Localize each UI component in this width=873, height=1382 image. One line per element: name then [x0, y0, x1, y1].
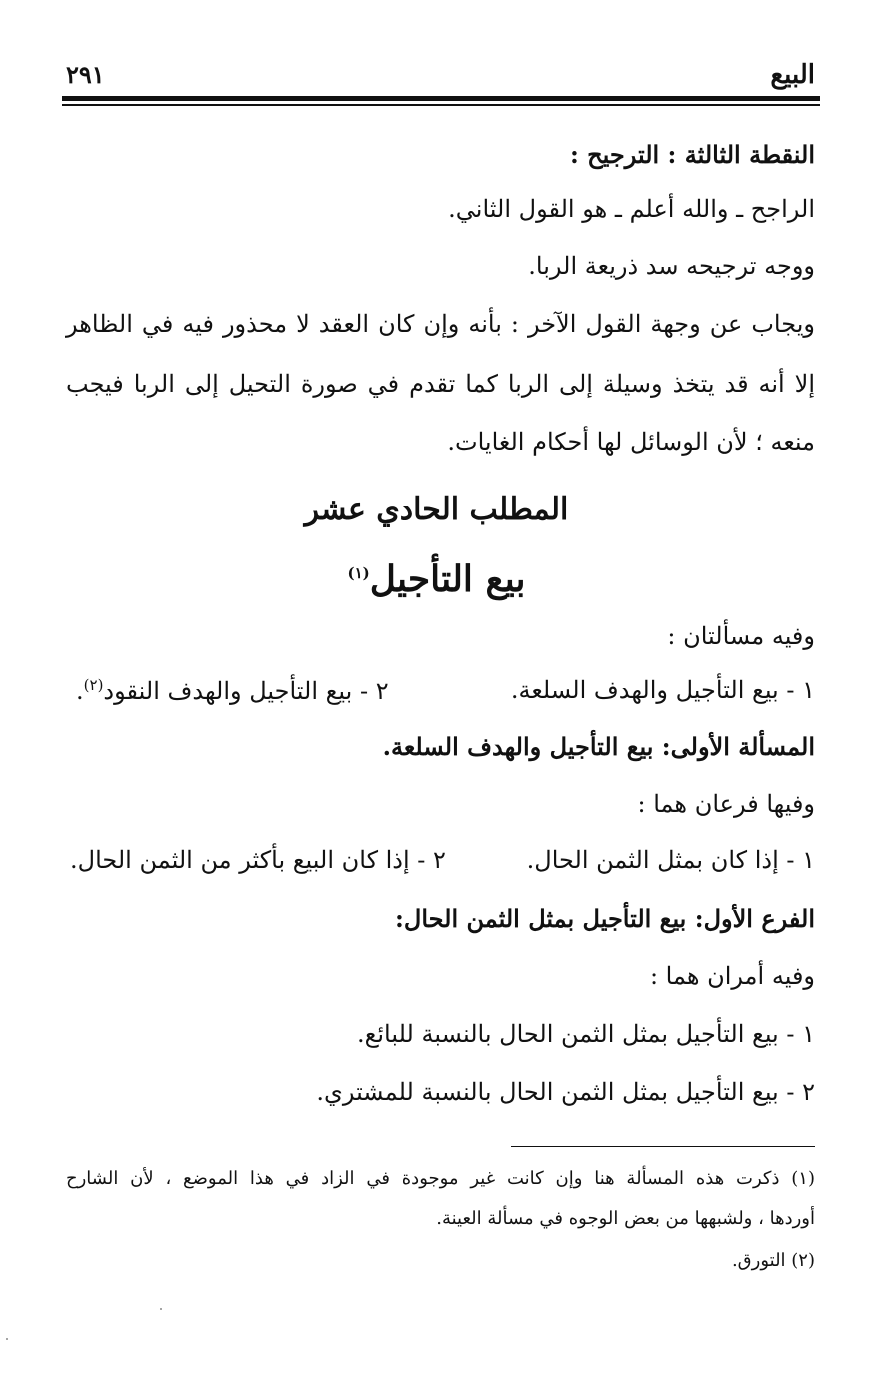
footnote-1-line-1: (١) ذكرت هذه المسألة هنا وإن كانت غير موجودة في الزاد في هذا الموضع ، لأن الشارح: [66, 1168, 815, 1189]
list-branches-item-1: ١ - إذا كان بمثل الثمن الحال.: [526, 846, 815, 874]
paragraph-reason: ووجه ترجيحه سد ذريعة الربا.: [528, 252, 815, 280]
point-three-heading: النقطة الثالثة : الترجيح :: [569, 140, 815, 169]
paragraph-two-branches: وفيها فرعان هما :: [637, 790, 815, 818]
list-issues-item-1: ١ - بيع التأجيل والهدف السلعة.: [510, 676, 815, 704]
footnote-1-line-2: أوردها ، ولشبهها من بعض الوجوه في مسألة العينة.: [436, 1208, 815, 1229]
header-rule-thin: [62, 104, 820, 106]
list-issues-item-2-text: ٢ - بيع التأجيل والهدف النقود: [103, 677, 389, 705]
section-title: [0, 558, 873, 600]
page-number: ٢٩١: [66, 60, 105, 89]
header-rule-thick: [62, 96, 820, 101]
scan-speck: [6, 1338, 8, 1340]
section-title-text: بيع التأجيل: [369, 558, 526, 600]
paragraph-two-issues: وفيه مسألتان :: [667, 622, 815, 650]
branch-one-heading: الفرع الأول: بيع التأجيل بمثل الثمن الحال:: [395, 904, 815, 933]
list-issues-item-2: [76, 676, 389, 705]
footnote-ref-2: (٢): [83, 676, 104, 694]
running-header-title: البيع: [770, 60, 815, 90]
paragraph-response-line-1: ويجاب عن وجهة القول الآخر : بأنه وإن كان العقد لا محذور فيه في الظاهر: [66, 310, 815, 338]
paragraph-preferred-view: الراجح ـ والله أعلم ـ هو القول الثاني.: [448, 195, 815, 223]
list-branches-item-2: ٢ - إذا كان البيع بأكثر من الثمن الحال.: [70, 846, 446, 874]
footnote-ref-1: (١): [347, 564, 370, 582]
paragraph-two-matters: وفيه أمران هما :: [649, 962, 815, 990]
list-matters-item-1: ١ - بيع التأجيل بمثل الثمن الحال بالنسبة للبائع.: [356, 1020, 815, 1048]
issue-one-heading: المسألة الأولى: بيع التأجيل والهدف السلعة.: [382, 732, 815, 761]
list-matters-item-2: ٢ - بيع التأجيل بمثل الثمن الحال بالنسبة للمشتري.: [316, 1078, 815, 1106]
paragraph-response-line-3: منعه ؛ لأن الوسائل لها أحكام الغايات.: [447, 428, 815, 456]
footnote-2: (٢) التورق.: [731, 1250, 815, 1271]
section-heading: المطلب الحادي عشر: [304, 492, 569, 527]
scan-speck: [160, 1308, 162, 1310]
footnote-separator: [511, 1146, 815, 1147]
paragraph-response-line-2: إلا أنه قد يتخذ وسيلة إلى الربا كما تقدم في صورة التحيل إلى الربا فيجب: [66, 370, 815, 398]
list-issues-item-2-end: .: [76, 677, 84, 705]
